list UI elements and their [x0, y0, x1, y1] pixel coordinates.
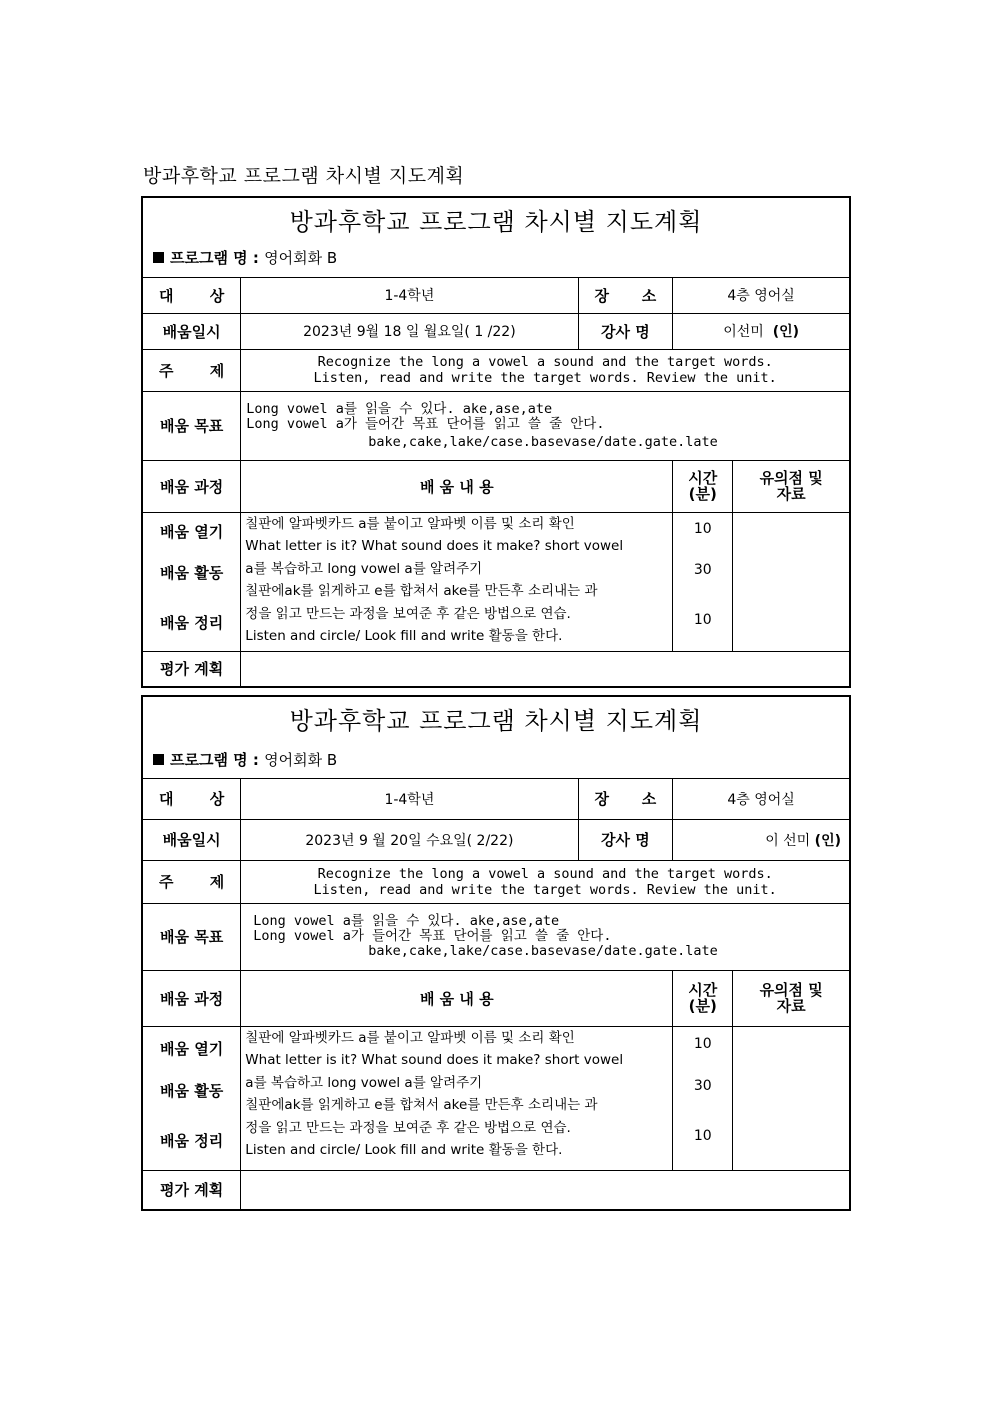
time-open: 10 — [693, 520, 712, 537]
evaluation-value — [241, 1170, 849, 1209]
plan-header — [143, 198, 849, 278]
content-line: What letter is it? What sound does it make? short vowel — [245, 538, 624, 554]
process-label: 배움 과정 — [143, 460, 241, 512]
target-label: 대 상 — [159, 790, 225, 809]
document-title: 방과후학교 프로그램 차시별 지도계획 — [143, 165, 465, 187]
goal-value — [241, 391, 849, 460]
content-line: 칠판에ak를 읽게하고 e를 합쳐서 ake를 만든후 소리내는 과 — [245, 1097, 598, 1113]
content-line: 정을 읽고 만드는 과정을 보여준 후 같은 방법으로 연습. — [245, 605, 571, 622]
time-values — [673, 1026, 733, 1170]
program-name-line — [153, 749, 337, 770]
target-label: 대 상 — [159, 286, 225, 305]
stage-close-label: 배움 정리 — [160, 1131, 224, 1150]
time-header-line-1: 시간 — [688, 469, 718, 487]
evaluation-value — [241, 651, 849, 686]
stage-activity-label: 배움 활동 — [160, 1081, 224, 1100]
stage-labels — [143, 512, 241, 651]
black-square-icon — [153, 252, 164, 263]
topic-line-2: Listen, read and write the target words. Review the unit. — [313, 881, 777, 898]
notes-value — [733, 512, 849, 651]
process-label: 배움 과정 — [143, 970, 241, 1026]
time-values — [673, 512, 733, 651]
place-label: 장 소 — [594, 286, 657, 305]
plan-table — [143, 779, 849, 1209]
time-header-line-2: (분) — [688, 485, 717, 503]
lesson-plan-2 — [141, 695, 851, 1211]
topic-line-1: Recognize the long a vowel a sound and the target words. — [317, 865, 773, 882]
goal-label: 배움 목표 — [143, 903, 241, 970]
content-line: 칠판에ak를 읽게하고 e를 합쳐서 ake를 만든후 소리내는 과 — [245, 583, 598, 599]
plan-header — [143, 697, 849, 779]
date-label: 배움일시 — [143, 313, 241, 349]
program-name-line — [153, 247, 337, 268]
date-value: 2023년 9월 18 일 월요일( 1 /22) — [241, 313, 578, 349]
goal-value — [241, 903, 849, 970]
content-line: Listen and circle/ Look fill and write 활동을 한다. — [245, 1142, 563, 1158]
plan-table — [143, 278, 849, 686]
content-line: 칠판에 알파벳카드 a를 붙이고 알파벳 이름 및 소리 확인 — [245, 515, 575, 532]
content-line: What letter is it? What sound does it make? short vowel — [245, 1052, 624, 1068]
time-activity: 30 — [693, 1077, 712, 1094]
plan-title: 방과후학교 프로그램 차시별 지도계획 — [289, 707, 703, 735]
teacher-label: 강사 명 — [578, 819, 673, 860]
program-label: 프로그램 명 : — [170, 249, 259, 267]
seal-mark: (인) — [814, 832, 841, 849]
black-square-icon — [153, 754, 164, 765]
target-value: 1-4학년 — [241, 278, 578, 313]
content-header: 배 움 내 용 — [241, 460, 673, 512]
notes-header-line-2: 자료 — [776, 485, 806, 503]
teacher-label: 강사 명 — [578, 313, 673, 349]
goal-line-3: bake,cake,lake/case.basevase/date.gate.late — [368, 433, 718, 450]
goal-line-1: Long vowel a를 읽을 수 있다. ake,ase,ate — [246, 400, 553, 417]
time-open: 10 — [693, 1035, 712, 1052]
date-label: 배움일시 — [143, 819, 241, 860]
place-label: 장 소 — [594, 790, 657, 809]
goal-line-3: bake,cake,lake/case.basevase/date.gate.late — [368, 943, 718, 959]
teacher-name: 이 선미 — [765, 832, 811, 849]
stage-activity-label: 배움 활동 — [160, 564, 224, 582]
notes-header-line-1: 유의점 및 — [759, 981, 823, 999]
time-close: 10 — [693, 1127, 712, 1144]
goal-line-2: Long vowel a가 들어간 목표 단어를 읽고 쓸 줄 안다. — [246, 415, 605, 432]
time-activity: 30 — [693, 561, 712, 578]
content-line: 칠판에 알파벳카드 a를 붙이고 알파벳 이름 및 소리 확인 — [245, 1029, 575, 1046]
teacher-name: 이선미 — [723, 324, 764, 340]
notes-header — [733, 460, 849, 512]
topic-label: 주 제 — [159, 873, 225, 891]
teacher-cell — [673, 819, 849, 860]
evaluation-label: 평가 계획 — [143, 1170, 241, 1209]
goal-label: 배움 목표 — [143, 391, 241, 460]
notes-header-line-2: 자료 — [776, 997, 806, 1015]
time-header-line-1: 시간 — [688, 981, 718, 999]
teacher-cell — [673, 313, 849, 349]
place-value: 4층 영어실 — [673, 278, 849, 313]
stage-open-label: 배움 열기 — [160, 523, 224, 541]
content-line: a를 복습하고 long vowel a를 알려주기 — [245, 1074, 483, 1091]
topic-value — [241, 349, 849, 391]
time-header — [673, 970, 733, 1026]
notes-header — [733, 970, 849, 1026]
lesson-content — [241, 512, 673, 651]
content-line: 정을 읽고 만드는 과정을 보여준 후 같은 방법으로 연습. — [245, 1119, 571, 1136]
content-line: a를 복습하고 long vowel a를 알려주기 — [245, 560, 483, 577]
target-value: 1-4학년 — [241, 779, 578, 819]
place-value: 4층 영어실 — [673, 779, 849, 819]
topic-line-1: Recognize the long a vowel a sound and the target words. — [317, 354, 773, 370]
program-name: 영어회화 B — [264, 249, 338, 267]
program-name: 영어회화 B — [264, 751, 338, 769]
goal-line-2: Long vowel a가 들어간 목표 단어를 읽고 쓸 줄 안다. — [253, 928, 612, 944]
plan-title: 방과후학교 프로그램 차시별 지도계획 — [289, 208, 703, 236]
date-value: 2023년 9 월 20일 수요일( 2/22) — [241, 819, 578, 860]
lesson-plan-1 — [141, 196, 851, 688]
lesson-content — [241, 1026, 673, 1170]
seal-mark: (인) — [772, 324, 800, 340]
notes-header-line-1: 유의점 및 — [759, 469, 823, 487]
content-header: 배 움 내 용 — [241, 970, 673, 1026]
topic-line-2: Listen, read and write the target words. Review the unit. — [313, 370, 777, 386]
time-close: 10 — [693, 611, 712, 628]
time-header — [673, 460, 733, 512]
stage-close-label: 배움 정리 — [160, 614, 224, 632]
evaluation-label: 평가 계획 — [143, 651, 241, 686]
stage-open-label: 배움 열기 — [160, 1039, 224, 1058]
goal-line-1: Long vowel a를 읽을 수 있다. ake,ase,ate — [253, 913, 560, 929]
time-header-line-2: (분) — [688, 997, 717, 1015]
topic-value — [241, 860, 849, 903]
topic-label: 주 제 — [159, 361, 225, 380]
content-line: Listen and circle/ Look fill and write 활동을 한다. — [245, 628, 563, 644]
notes-value — [733, 1026, 849, 1170]
program-label: 프로그램 명 : — [170, 751, 259, 769]
stage-labels — [143, 1026, 241, 1170]
